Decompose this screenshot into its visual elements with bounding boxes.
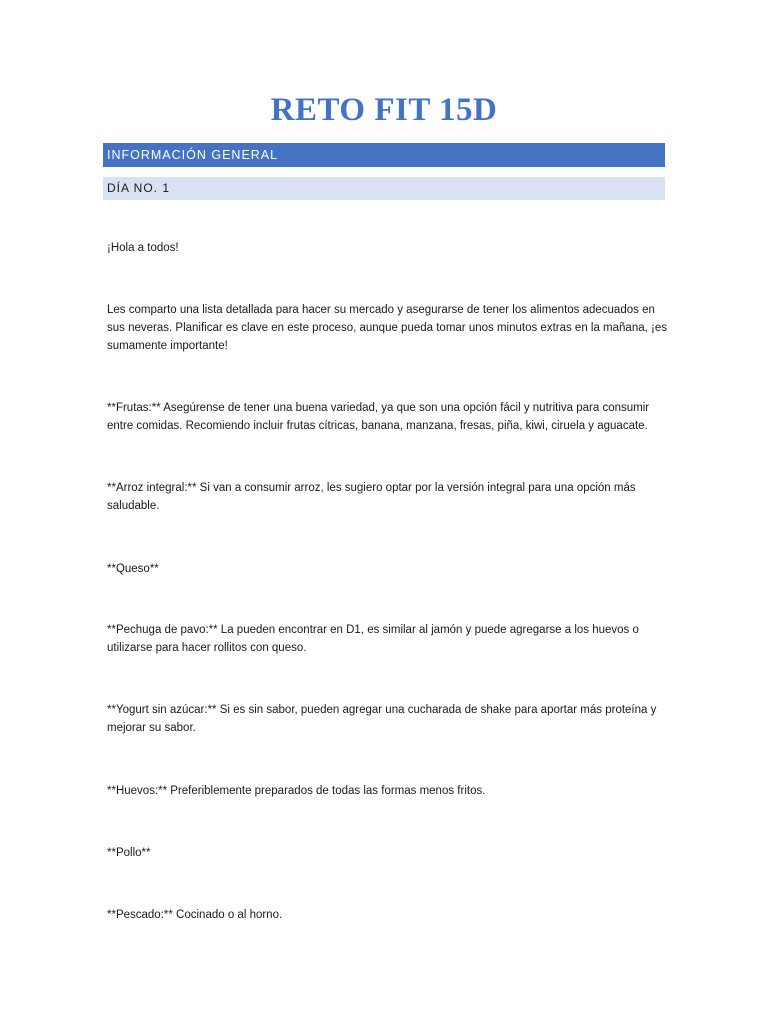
fruits-paragraph: **Frutas:** Asegúrense de tener una buena variedad, ya que son una opción fácil y nutritiva para consumir entre comidas. Recomiendo incluir frutas cítricas, banana, manzana, fresas, piña, kiwi, ciruela y aguacate. bbox=[107, 402, 650, 432]
document-title: RETO FIT 15D bbox=[270, 92, 498, 128]
section-header: INFORMACIÓN GENERAL bbox=[103, 143, 665, 167]
turkey-paragraph: **Pechuga de pavo:** La pueden encontrar en D1, es similar al jamón y puede agregarse a los huevos o utilizarse para hacer rollitos con queso. bbox=[107, 624, 639, 654]
chicken-paragraph: **Pollo** bbox=[107, 847, 151, 859]
day-header: DÍA NO. 1 bbox=[103, 177, 665, 200]
eggs-paragraph: **Huevos:** Preferiblemente preparados de todas las formas menos fritos. bbox=[107, 785, 486, 797]
greeting-paragraph: ¡Hola a todos! bbox=[107, 242, 179, 254]
intro-paragraph: Les comparto una lista detallada para hacer su mercado y asegurarse de tener los alimentos adecuados en sus neveras. Planificar es clave en este proceso, aunque pueda tomar unos minutos extras en la mañana, ¡es sumamente importante! bbox=[107, 304, 667, 352]
fish-paragraph: **Pescado:** Cocinado o al horno. bbox=[107, 909, 283, 921]
cheese-paragraph: **Queso** bbox=[107, 563, 159, 575]
yogurt-paragraph: **Yogurt sin azúcar:** Si es sin sabor, pueden agregar una cucharada de shake para aportar más proteína y mejorar su sabor. bbox=[107, 704, 657, 734]
rice-paragraph: **Arroz integral:** Si van a consumir arroz, les sugiero optar por la versión integral para una opción más saludable. bbox=[107, 482, 636, 512]
